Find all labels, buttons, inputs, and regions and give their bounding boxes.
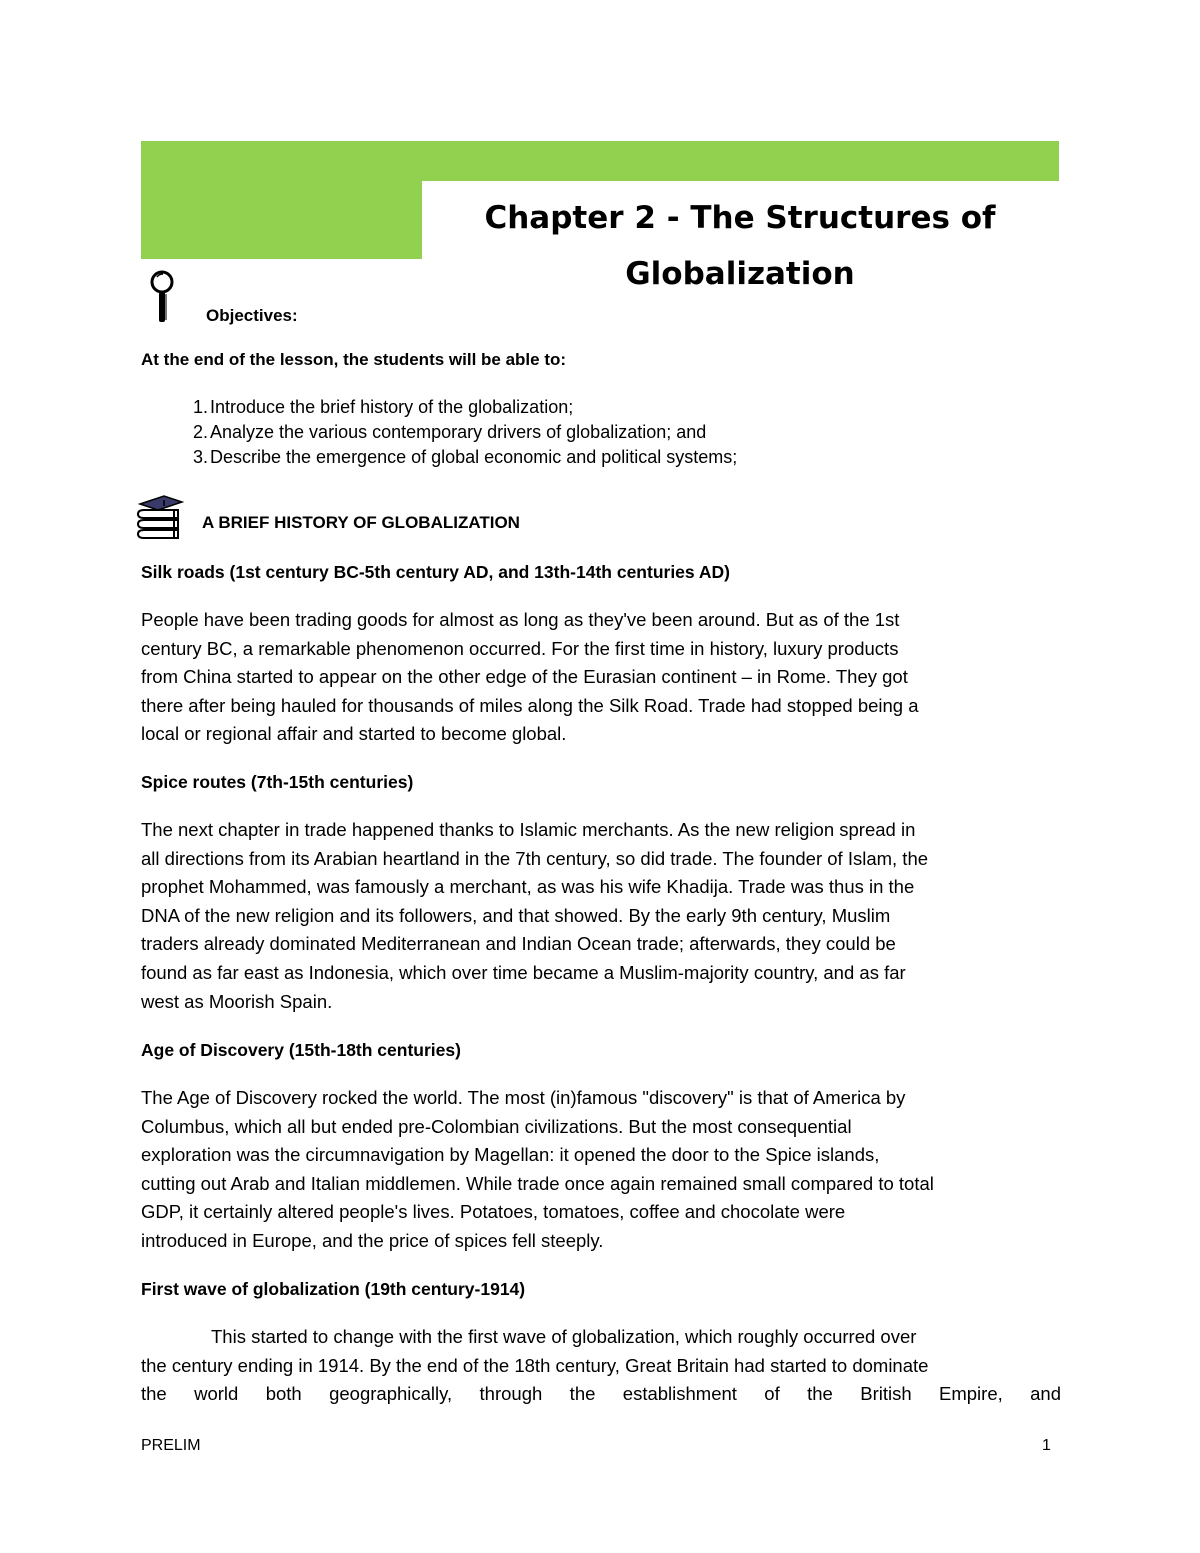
subheading-silk-roads: Silk roads (1st century BC-5th century AD, and 13th-14th centuries AD) (141, 562, 730, 582)
magnifier-icon (145, 268, 185, 328)
text-line: People have been trading goods for almost as long as they've been around. But as of the 1st (141, 609, 900, 630)
chapter-title-line-1: Chapter 2 - The Structures of (484, 200, 996, 236)
objectives-label: Objectives: (206, 306, 298, 325)
list-item-text: Introduce the brief history of the globalization; (210, 397, 574, 417)
list-item-text: Analyze the various contemporary drivers of globalization; and (210, 422, 707, 442)
text-line: all directions from its Arabian heartland in the 7th century, so did trade. The founder of Islam, the (141, 847, 929, 869)
chapter-title-line-2: Globalization (625, 256, 855, 292)
text-line: west as Moorish Spain. (141, 990, 333, 1012)
list-item-number: 1. (192, 397, 208, 417)
text-line: the world both geographically, through the establishment of the British Empire, and (141, 1383, 1061, 1405)
list-item (141, 420, 1061, 445)
text-line: The Age of Discovery rocked the world. The most (in)famous "discovery" is that of America by (141, 1087, 906, 1108)
objectives-list (141, 395, 1061, 470)
subheading-first-wave: First wave of globalization (19th century-1914) (141, 1279, 526, 1299)
text-line: century BC, a remarkable phenomenon occurred. For the first time in history, luxury products (141, 637, 899, 659)
books-icon (134, 494, 186, 542)
objectives-intro: At the end of the lesson, the students will be able to: (141, 350, 567, 369)
page-number: 1 (1042, 1437, 1051, 1454)
text-line: Columbus, which all but ended pre-Colombian civilizations. But the most consequential (141, 1115, 852, 1137)
text-line (141, 1323, 1061, 1352)
text-line: introduced in Europe, and the price of spices fell steeply. (141, 1229, 604, 1251)
text-line: there after being hauled for thousands of miles along the Silk Road. Trade had stopped being a (141, 694, 919, 716)
text-line: from China started to appear on the other edge of the Eurasian continent – in Rome. They got (141, 666, 908, 688)
text-line: GDP, it certainly altered people's lives. Potatoes, tomatoes, coffee and chocolate were (141, 1201, 846, 1223)
paragraph-spice-routes (141, 816, 1061, 1016)
header-accent-block (141, 181, 422, 259)
footer-label: PRELIM (141, 1437, 201, 1454)
text-line: prophet Mohammed, was famously a merchant, as was his wife Khadija. Trade was thus in the (141, 876, 915, 898)
subheading-age-of-discovery: Age of Discovery (15th-18th centuries) (141, 1040, 461, 1060)
text-line: found as far east as Indonesia, which over time became a Muslim-majority country, and as far (141, 961, 906, 983)
text-line-content: This started to change with the first wave of globalization, which roughly occurred over (211, 1326, 917, 1347)
section-heading: A BRIEF HISTORY OF GLOBALIZATION (202, 513, 520, 532)
text-line: traders already dominated Mediterranean and Indian Ocean trade; afterwards, they could be (141, 933, 896, 955)
text-line: the century ending in 1914. By the end of the 18th century, Great Britain had started to dominate (141, 1354, 929, 1376)
paragraph-first-wave (141, 1323, 1061, 1409)
list-item (141, 395, 1061, 420)
subheading-spice-routes: Spice routes (7th-15th centuries) (141, 772, 414, 792)
list-item-text: Describe the emergence of global economic and political systems; (210, 447, 738, 467)
list-item-number: 2. (192, 422, 208, 442)
text-line: local or regional affair and started to become global. (141, 723, 567, 745)
header-accent-bar (141, 141, 1059, 181)
text-line: The next chapter in trade happened thanks to Islamic merchants. As the new religion spread in (141, 819, 916, 840)
paragraph-silk-roads (141, 606, 1061, 749)
chapter-title (440, 190, 1040, 302)
text-line: cutting out Arab and Italian middlemen. While trade once again remained small compared to total (141, 1172, 934, 1194)
text-line: DNA of the new religion and its followers, and that showed. By the early 9th century, Muslim (141, 904, 891, 926)
paragraph-age-of-discovery (141, 1084, 1061, 1256)
list-item (141, 445, 1061, 470)
list-item-number: 3. (192, 447, 208, 467)
text-line: exploration was the circumnavigation by Magellan: it opened the door to the Spice islands, (141, 1144, 880, 1166)
